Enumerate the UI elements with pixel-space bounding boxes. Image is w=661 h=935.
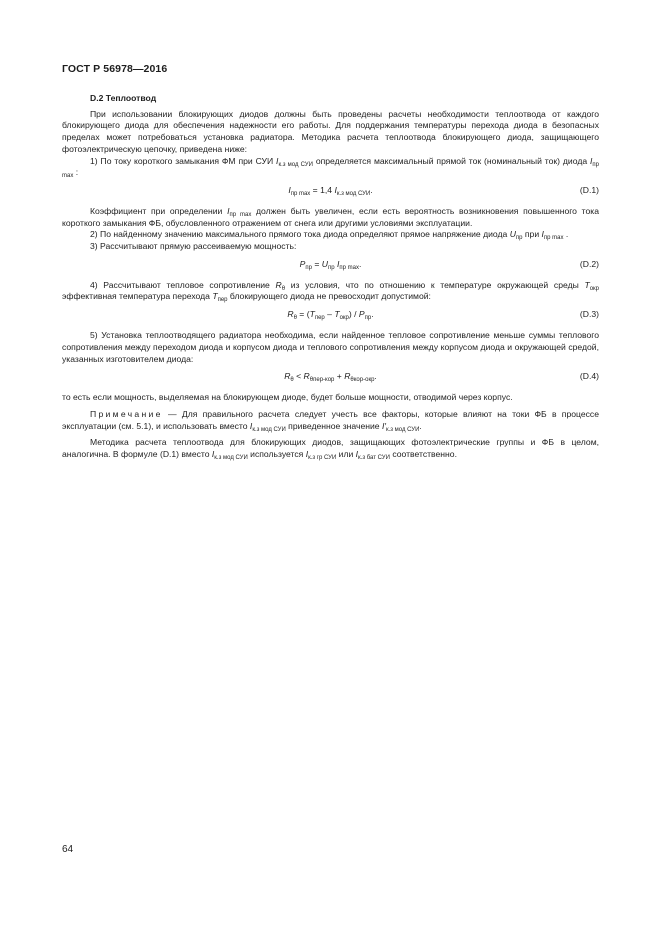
text-fragment: 2) По найденному значению максимального прямого тока диода определяют прямое напряжение диода xyxy=(90,229,510,240)
paragraph-step-4 xyxy=(62,280,599,303)
subscript: пр max xyxy=(290,190,311,197)
note-paragraph xyxy=(62,409,599,432)
document-body xyxy=(62,93,599,461)
subscript: пр xyxy=(364,315,372,322)
equation-body xyxy=(62,259,599,271)
var-r: R xyxy=(303,371,310,382)
punctuation: . xyxy=(370,184,373,195)
var-i: I xyxy=(336,258,340,269)
var-i: I xyxy=(541,229,544,240)
var-t: T xyxy=(309,309,315,320)
paragraph-step-2 xyxy=(62,229,599,241)
subscript: к.з мод СУИ xyxy=(385,426,420,433)
subscript: пр xyxy=(515,235,523,242)
var-i: I xyxy=(276,155,279,166)
text-fragment: — Для правильного расчета следует учесть все факторы, которые влияют на токи ФБ в процессе эксплуатации (см. 5.1), и использовать вместо xyxy=(62,408,599,431)
operator: + xyxy=(334,371,345,382)
paragraph-step-3: 3) Рассчитывают прямую рассеиваемую мощность: xyxy=(90,241,297,252)
equation-d2 xyxy=(62,259,599,272)
var-i: I xyxy=(227,205,230,216)
subscript: пер xyxy=(217,297,228,304)
text-fragment: при xyxy=(522,229,542,240)
equation-number: (D.2) xyxy=(579,258,599,269)
subscript: пр max xyxy=(543,235,564,242)
text-fragment: : xyxy=(73,167,79,178)
text-fragment: должен быть увеличен, если есть вероятность возникновения повышенного тока короткого замыкания ФБ, обусловленного отражением от снега или другими условиями эксплуатации. xyxy=(62,205,599,228)
equation-d1 xyxy=(62,185,599,198)
operator: = xyxy=(311,258,322,269)
text-fragment: соответственно. xyxy=(389,449,457,460)
var-i: I xyxy=(211,449,215,460)
section-title: D.2 Теплоотвод xyxy=(90,93,157,103)
equation-body xyxy=(62,371,599,383)
text-fragment: из условия, что по отношению к температуре окружающей среды xyxy=(285,279,585,290)
operator: < xyxy=(293,371,304,382)
var-p: P xyxy=(358,309,365,320)
subscript: пр max xyxy=(229,211,252,218)
subscript: пр max xyxy=(339,264,359,271)
subscript: пр xyxy=(305,264,312,271)
equation-body xyxy=(62,309,599,321)
equation-number: (D.4) xyxy=(579,371,599,382)
subscript: θкор-окр xyxy=(350,377,375,384)
subscript: окр xyxy=(339,315,349,322)
subscript: θпер-кор xyxy=(309,377,335,384)
text-fragment: Коэффициент при определении xyxy=(90,205,228,216)
text-fragment: 4) Рассчитывают тепловое сопротивление xyxy=(90,279,276,290)
operator: ) / xyxy=(348,309,359,320)
paragraph-step-5: 5) Установка теплоотводящего радиатора необходима, если найденное тепловое сопротивление меньше суммы теплового сопротивления между переходом диода и корпусом диода и теплового сопротивления между корпусом диода и окружающей средой, указанных изготовителем диода: xyxy=(62,330,599,364)
text-fragment: определяется максимальный прямой ток (номинальный ток) диода xyxy=(312,155,591,166)
var-t: T xyxy=(212,291,218,302)
punctuation: . xyxy=(371,309,374,320)
subscript: к.з мод СУИ xyxy=(252,426,286,433)
var-u: U xyxy=(321,258,328,269)
equation-d3 xyxy=(62,309,599,322)
text-fragment: . xyxy=(563,229,569,240)
var-i: I xyxy=(355,449,359,460)
subscript: пр max xyxy=(62,161,599,180)
var-i: I xyxy=(288,184,291,195)
subscript: к.з мод СУИ xyxy=(214,455,248,462)
text-fragment: блокирующего диода не превосходит допустимой: xyxy=(227,291,431,302)
paragraph-step-1 xyxy=(62,156,599,179)
var-r: R xyxy=(284,371,291,382)
equation-body xyxy=(62,185,599,197)
var-i: I xyxy=(590,155,593,166)
var-i: I xyxy=(305,449,309,460)
var-i-prime: I′ xyxy=(381,420,386,431)
text-fragment: приведенное значение xyxy=(285,420,382,431)
text-fragment: эффективная температура перехода xyxy=(62,291,213,302)
operator: – xyxy=(324,309,335,320)
subscript: θ xyxy=(281,285,286,292)
text-fragment: используется xyxy=(247,449,306,460)
subscript: к.з бат СУИ xyxy=(358,455,390,462)
subscript: θ xyxy=(293,315,297,322)
paragraph-method xyxy=(62,437,599,460)
subscript: к.з гр СУИ xyxy=(308,455,337,462)
var-p: P xyxy=(299,258,306,269)
operator: = ( xyxy=(296,309,310,320)
note-label: Примечание xyxy=(90,408,163,419)
var-i: I xyxy=(334,184,337,195)
paragraph-coefficient xyxy=(62,206,599,229)
paragraph-conclusion: то есть если мощность, выделяемая на блокирующем диоде, будет больше мощности, отводимой через корпус. xyxy=(62,392,513,403)
paragraph-intro: При использовании блокирующих диодов должны быть проведены расчеты необходимости теплоотвода от каждого блокирующего диода для обеспечения надежности его работы. Для поддержания температуры перехода диода в безопасных пределах может потребоваться установка радиатора. Методика расчета теплоотвода блокирующего диода, защищающего фотоэлектрическую цепочку, приведена ниже: xyxy=(62,108,599,154)
subscript: пер xyxy=(314,315,325,322)
subscript: окр xyxy=(589,285,599,292)
equation-number: (D.1) xyxy=(579,184,599,195)
page-number: 64 xyxy=(62,844,74,855)
text-fragment: Методика расчета теплоотвода для блокирующих диодов, защищающих фотоэлектрические группы и ФБ в целом, аналогична. В формуле (D.1) вместо xyxy=(62,437,599,460)
text-fragment: . xyxy=(419,420,422,431)
text-fragment: 1) По току короткого замыкания ФМ при СУИ xyxy=(90,155,277,166)
document-header: ГОСТ Р 56978—2016 xyxy=(62,63,168,75)
var-t: T xyxy=(584,279,590,290)
equation-number: (D.3) xyxy=(579,309,599,320)
operator: = 1,4 xyxy=(310,184,335,195)
var-r: R xyxy=(344,371,351,382)
subscript: к.з мод СУИ xyxy=(278,161,313,168)
text-fragment: или xyxy=(336,449,356,460)
subscript: θ xyxy=(290,377,294,384)
punctuation: . xyxy=(374,371,377,382)
var-r: R xyxy=(287,309,294,320)
var-u: U xyxy=(509,229,516,240)
var-r: R xyxy=(275,279,282,290)
var-i: I xyxy=(249,420,253,431)
equation-d4 xyxy=(62,371,599,384)
subscript: к.з мод СУИ xyxy=(336,190,371,197)
var-t: T xyxy=(334,309,340,320)
subscript: пр xyxy=(327,264,335,271)
punctuation: . xyxy=(358,258,362,269)
